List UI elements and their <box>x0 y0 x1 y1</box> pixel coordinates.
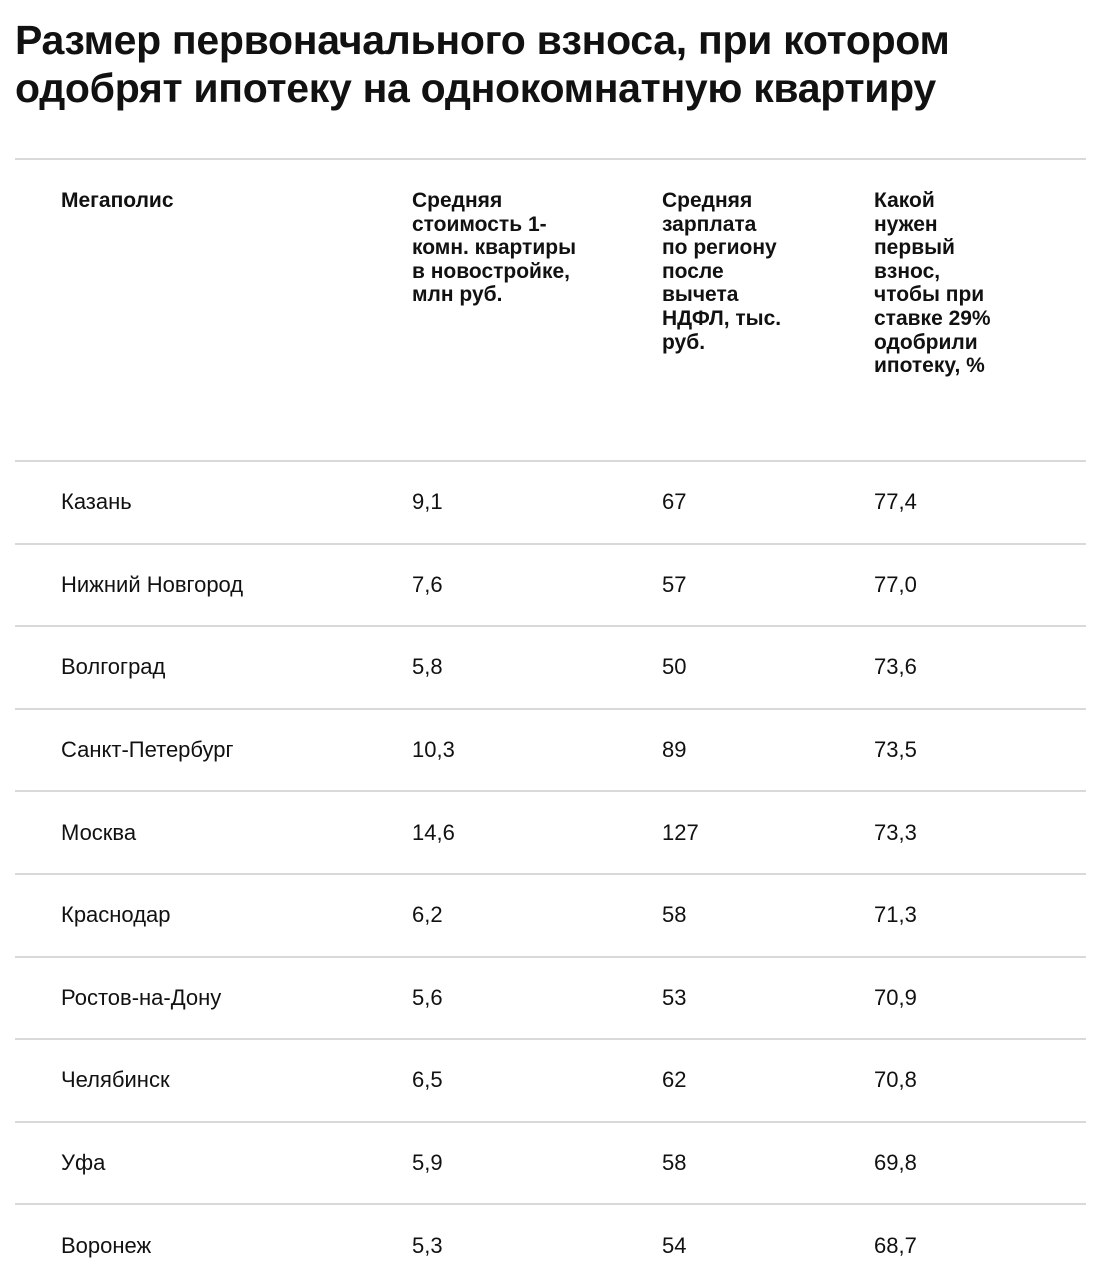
cell-salary: 62 <box>662 1067 687 1093</box>
table-row <box>15 791 1086 874</box>
cell-city: Казань <box>61 489 132 515</box>
cell-down-payment: 73,5 <box>874 737 917 763</box>
column-header-salary: Средняя зарплата по региону после вычета НДФЛ, тыс. руб. <box>662 189 782 354</box>
table-row <box>15 626 1086 709</box>
table-row <box>15 461 1086 544</box>
table-row <box>15 1122 1086 1205</box>
table-row <box>15 1039 1086 1122</box>
cell-price: 7,6 <box>412 571 443 597</box>
column-header-price: Средняя стоимость 1-комн. квартиры в новостройке, млн руб. <box>412 189 577 307</box>
cell-city: Ростов-на-Дону <box>61 984 222 1010</box>
cell-salary: 58 <box>662 1150 687 1176</box>
cell-salary: 54 <box>662 1233 687 1259</box>
cell-salary: 58 <box>662 902 687 928</box>
cell-down-payment: 77,0 <box>874 571 917 597</box>
cell-price: 5,8 <box>412 654 443 680</box>
cell-down-payment: 77,4 <box>874 489 917 515</box>
column-header-city: Мегаполис <box>61 189 174 212</box>
cell-city: Санкт-Петербург <box>61 737 234 763</box>
cell-price: 5,3 <box>412 1233 443 1259</box>
table-row <box>15 709 1086 792</box>
cell-salary: 53 <box>662 984 687 1010</box>
cell-down-payment: 69,8 <box>874 1150 917 1176</box>
cell-price: 9,1 <box>412 489 443 515</box>
cell-price: 6,5 <box>412 1067 443 1093</box>
cell-salary: 50 <box>662 654 687 680</box>
page-title: Размер первоначального взноса, при котором одобрят ипотеку на однокомнатную квартиру <box>15 17 950 111</box>
cell-price: 5,9 <box>412 1150 443 1176</box>
cell-down-payment: 68,7 <box>874 1233 917 1259</box>
cell-city: Волгоград <box>61 654 166 680</box>
table-row <box>15 957 1086 1040</box>
cell-city: Уфа <box>61 1150 106 1176</box>
cell-down-payment: 73,6 <box>874 654 917 680</box>
cell-price: 14,6 <box>412 819 455 845</box>
table-header-row <box>15 159 1086 461</box>
cell-salary: 127 <box>662 819 699 845</box>
cell-salary: 57 <box>662 571 687 597</box>
cell-salary: 89 <box>662 737 687 763</box>
table-row <box>15 1204 1086 1287</box>
cell-price: 6,2 <box>412 902 443 928</box>
cell-down-payment: 73,3 <box>874 819 917 845</box>
cell-price: 10,3 <box>412 737 455 763</box>
column-header-down-payment: Какой нужен первый взнос, чтобы при ставке 29% одобрили ипотеку, % <box>874 189 991 378</box>
data-table <box>15 158 1086 1287</box>
cell-salary: 67 <box>662 489 687 515</box>
cell-city: Нижний Новгород <box>61 571 244 597</box>
cell-down-payment: 70,8 <box>874 1067 917 1093</box>
table-row <box>15 544 1086 627</box>
cell-city: Краснодар <box>61 902 171 928</box>
cell-city: Воронеж <box>61 1233 152 1259</box>
cell-down-payment: 70,9 <box>874 984 917 1010</box>
cell-down-payment: 71,3 <box>874 902 917 928</box>
table-row <box>15 874 1086 957</box>
cell-city: Челябинск <box>61 1067 170 1093</box>
cell-city: Москва <box>61 819 137 845</box>
cell-price: 5,6 <box>412 984 443 1010</box>
